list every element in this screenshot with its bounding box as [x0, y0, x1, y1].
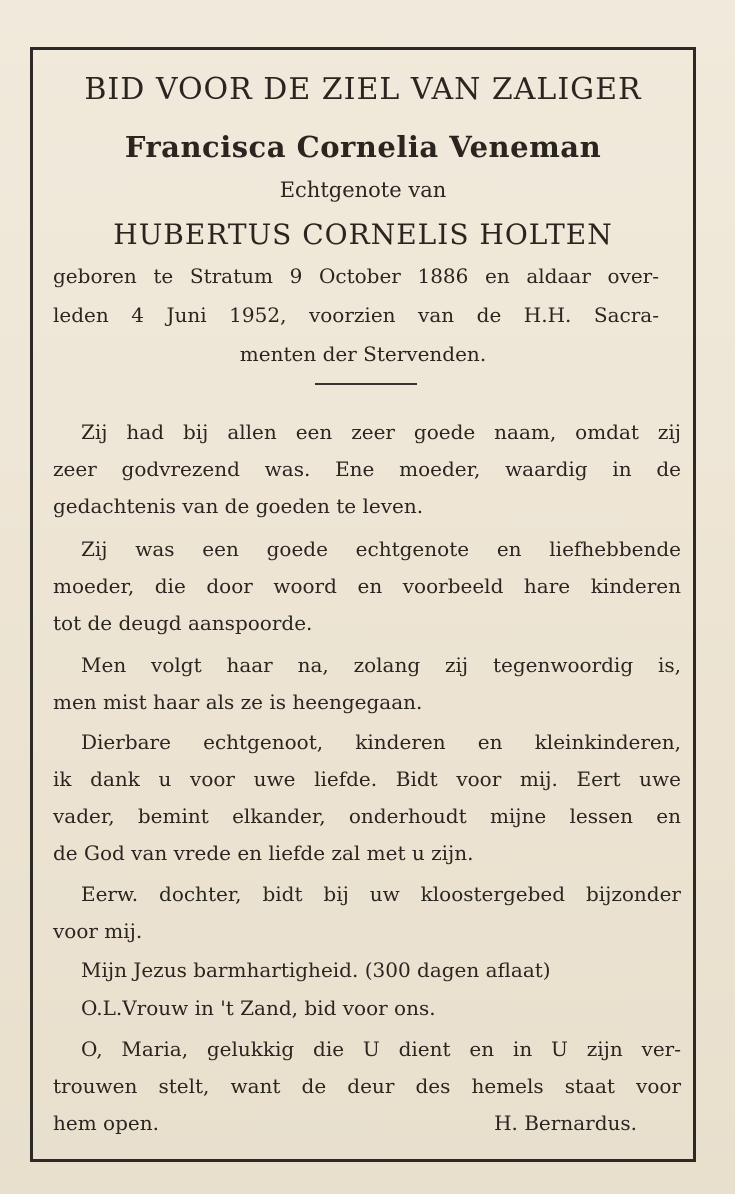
bio-line: geboren te Stratum 9 October 1886 en aldaar over-: [53, 264, 659, 288]
divider-rule: [315, 383, 417, 385]
text-line: Zij had bij allen een zeer goede naam, omdat zij: [81, 420, 681, 444]
text-line: Mijn Jezus barmhartigheid. (300 dagen aflaat): [81, 958, 551, 982]
text-line: zeer godvrezend was. Ene moeder, waardig in de: [53, 457, 681, 481]
spouse-name: HUBERTUS CORNELIS HOLTEN: [113, 218, 613, 251]
text-line: voor mij.: [53, 919, 143, 943]
card-heading: BID VOOR DE ZIEL VAN ZALIGER: [84, 72, 642, 107]
text-line: Men volgt haar na, zolang zij tegenwoordig is,: [81, 653, 681, 677]
text-line: men mist haar als ze is heengegaan.: [53, 690, 423, 714]
text-line: hem open.: [53, 1111, 159, 1135]
text-line: ik dank u voor uwe liefde. Bidt voor mij. Eert uwe: [53, 767, 681, 791]
text-line: tot de deugd aanspoorde.: [53, 611, 313, 635]
text-line: de God van vrede en liefde zal met u zijn.: [53, 841, 474, 865]
spouse-intro: Echtgenote van: [279, 178, 447, 202]
text-line: Eerw. dochter, bidt bij uw kloostergebed bijzonder: [81, 882, 681, 906]
deceased-name: Francisca Cornelia Veneman: [124, 130, 602, 164]
text-line: Dierbare echtgenoot, kinderen en kleinkinderen,: [81, 730, 681, 754]
text-line: O, Maria, gelukkig die U dient en in U zijn ver-: [81, 1037, 681, 1061]
card-border: [30, 47, 696, 1162]
text-line: moeder, die door woord en voorbeeld hare kinderen: [53, 574, 681, 598]
text-line: vader, bemint elkander, onderhoudt mijne lessen en: [53, 804, 681, 828]
text-line: trouwen stelt, want de deur des hemels staat voor: [53, 1074, 681, 1098]
signature: H. Bernardus.: [494, 1111, 637, 1135]
text-line: Zij was een goede echtgenote en liefhebbende: [81, 537, 681, 561]
bio-line: leden 4 Juni 1952, voorzien van de H.H. Sacra-: [53, 303, 659, 327]
text-line: gedachtenis van de goeden te leven.: [53, 494, 424, 518]
bio-line: menten der Stervenden.: [239, 342, 487, 366]
text-line: O.L.Vrouw in 't Zand, bid voor ons.: [81, 996, 436, 1020]
